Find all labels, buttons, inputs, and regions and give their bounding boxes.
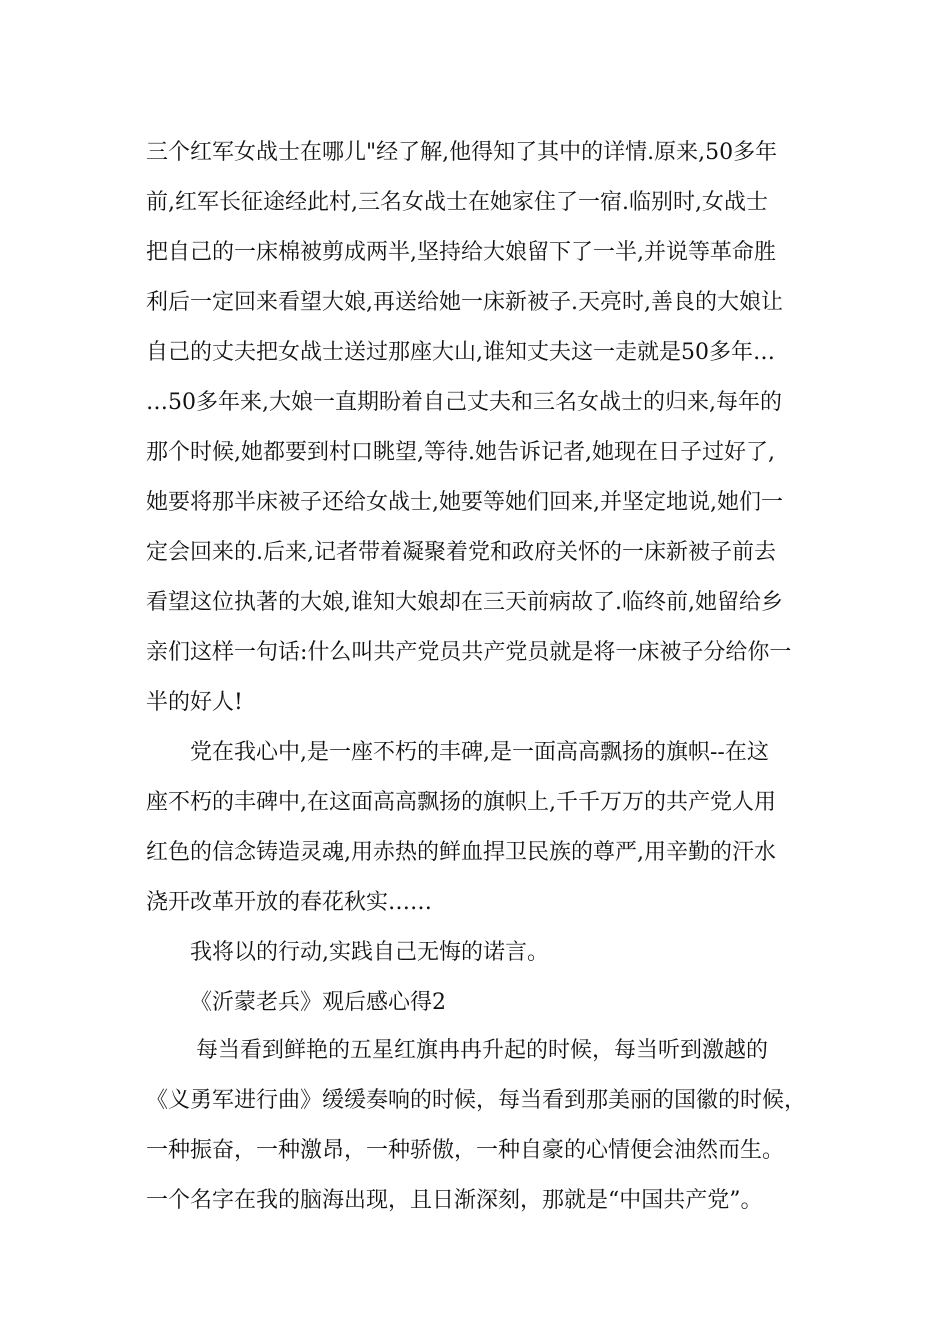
text-line: 一种振奋，一种激昂，一种骄傲，一种自豪的心情便会油然而生。 [146,1138,785,1163]
text-line: 我将以的行动,实践自己无悔的诺言。 [190,940,549,965]
section-title: 《沂蒙老兵》观后感心得2 [190,990,446,1015]
text-line: 把自己的一床棉被剪成两半,坚持给大娘留下了一半,并说等革命胜 [146,240,776,265]
text-line: 自己的丈夫把女战士送过那座大山,谁知丈夫这一走就是50多年… [146,340,775,365]
text-line: 定会回来的.后来,记者带着凝聚着党和政府关怀的一床新被子前去 [146,540,776,565]
text-line: 红色的信念铸造灵魂,用赤热的鲜血捍卫民族的尊严,用辛勤的汗水 [146,840,776,865]
text-line: 前,红军长征途经此村,三名女战士在她家住了一宿.临别时,女战士 [146,190,768,215]
text-line: 《义勇军进行曲》缓缓奏响的时候，每当看到那美丽的国徽的时候， [146,1088,807,1113]
text-line: 亲们这样一句话:什么叫共产党员共产党员就是将一床被子分给你一 [146,640,792,665]
text-line: 三个红军女战士在哪儿"经了解,他得知了其中的详情.原来,50多年 [146,140,778,165]
text-line: 每当看到鲜艳的五星红旗冉冉升起的时候，每当听到激越的 [196,1038,769,1063]
text-line: 座不朽的丰碑中,在这面高高飘扬的旗帜上,千千万万的共产党人用 [146,790,776,815]
text-line: …50多年来,大娘一直期盼着自己丈夫和三名女战士的归来,每年的 [146,390,782,415]
text-line: 利后一定回来看望大娘,再送给她一床新被子.天亮时,善良的大娘让 [146,290,783,315]
text-line: 一个名字在我的脑海出现，且日渐深刻，那就是“中国共产党”。 [146,1188,763,1213]
text-line: 看望这位执著的大娘,谁知大娘却在三天前病故了.临终前,她留给乡 [146,590,783,615]
text-line: 党在我心中,是一座不朽的丰碑,是一面高高飘扬的旗帜--在这 [190,740,769,765]
text-line: 那个时候,她都要到村口眺望,等待.她告诉记者,她现在日子过好了, [146,440,775,465]
text-line: 她要将那半床被子还给女战士,她要等她们回来,并坚定地说,她们一 [146,490,783,515]
text-line: 浇开改革开放的春花秋实…… [146,890,433,915]
text-line: 半的好人! [146,690,243,715]
